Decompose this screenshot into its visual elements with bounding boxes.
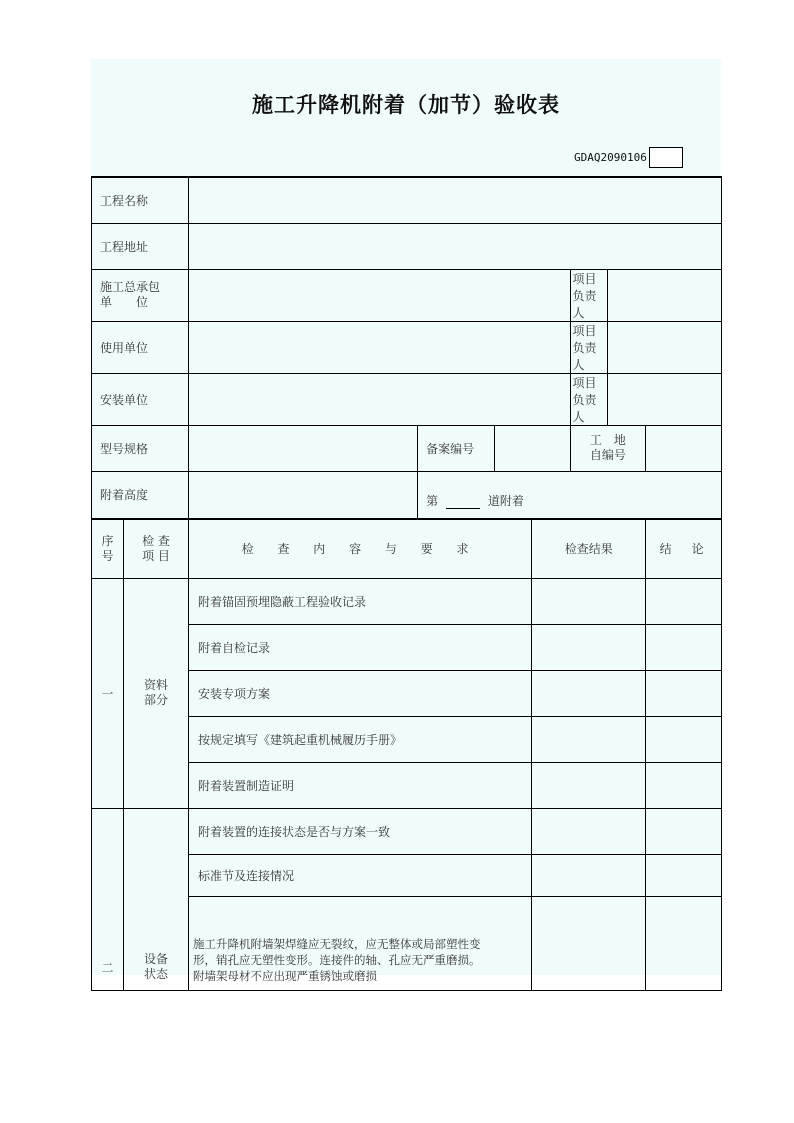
field-project-address[interactable] <box>189 223 722 269</box>
header-content: 检 查 内 容 与 要 求 <box>189 519 532 578</box>
attach-suffix: 道附着 <box>487 494 524 509</box>
attach-prefix: 第 <box>426 494 439 509</box>
check-item: 安装专项方案 <box>189 670 532 716</box>
field-record-no[interactable] <box>494 425 570 471</box>
label-project-address: 工程地址 <box>92 223 189 269</box>
check-item-line: 附墙架母材不应出现严重锈蚀或磨损 <box>193 968 377 983</box>
field-model-spec[interactable] <box>189 425 418 471</box>
check-item: 附着自检记录 <box>189 624 532 670</box>
field-attach-height[interactable] <box>189 471 418 519</box>
header-result: 检查结果 <box>532 519 646 578</box>
field-project-name[interactable] <box>189 177 722 223</box>
check-result-field[interactable] <box>532 716 646 762</box>
check-conclusion-field[interactable] <box>646 578 722 624</box>
attach-count-field[interactable] <box>446 496 480 509</box>
section-1-name-line1: 资料 <box>143 678 168 692</box>
check-item: 附着装置制造证明 <box>189 762 532 808</box>
field-project-manager-1[interactable] <box>607 269 721 321</box>
check-item: 标准节及连接情况 <box>189 854 532 896</box>
label-project-manager-2: 项目负责人 <box>570 321 607 373</box>
check-conclusion-field[interactable] <box>646 808 722 854</box>
field-project-manager-3[interactable] <box>607 373 721 425</box>
header-seq <box>92 519 124 578</box>
check-item-multiline <box>189 896 532 990</box>
label-user-unit: 使用单位 <box>92 321 189 373</box>
field-site-no[interactable] <box>646 425 722 471</box>
check-item-line: 形，销孔应无塑性变形。连接件的轴、孔应无严重磨损。 <box>193 952 481 967</box>
check-result-field[interactable] <box>532 578 646 624</box>
section-1-name-line2: 部分 <box>143 693 168 707</box>
check-result-field[interactable] <box>532 896 646 990</box>
section-2-number: 二 <box>92 808 124 990</box>
header-seq-line2: 号 <box>101 548 114 563</box>
check-result-field[interactable] <box>532 670 646 716</box>
header-item <box>123 519 188 578</box>
check-result-field[interactable] <box>532 854 646 896</box>
field-general-contractor[interactable] <box>189 269 571 321</box>
label-general-contractor-line1: 施工总承包 <box>100 280 161 294</box>
label-install-unit: 安装单位 <box>92 373 189 425</box>
section-2-name-line2: 状态 <box>143 966 168 981</box>
check-item: 附着装置的连接状态是否与方案一致 <box>189 808 532 854</box>
check-item: 附着锚固预埋隐蔽工程验收记录 <box>189 578 532 624</box>
label-project-manager-1: 项目负责人 <box>570 269 607 321</box>
label-general-contractor <box>92 269 189 321</box>
field-project-manager-2[interactable] <box>607 321 721 373</box>
check-result-field[interactable] <box>532 808 646 854</box>
header-item-line1: 检 查 <box>142 533 170 548</box>
form-code-suffix-field[interactable] <box>649 147 683 168</box>
label-attach-height: 附着高度 <box>92 471 189 519</box>
field-install-unit[interactable] <box>189 373 571 425</box>
label-record-no: 备案编号 <box>418 425 495 471</box>
form-title: 施工升降机附着（加节）验收表 <box>252 93 560 117</box>
check-item: 按规定填写《建筑起重机械履历手册》 <box>189 716 532 762</box>
header-seq-line1: 序 <box>101 533 114 548</box>
check-conclusion-field[interactable] <box>646 854 722 896</box>
check-conclusion-field[interactable] <box>646 624 722 670</box>
check-item-line: 施工升降机附墙架焊缝应无裂纹，应无整体或局部塑性变 <box>193 936 481 951</box>
form-sheet <box>91 59 721 983</box>
attach-count-cell <box>418 471 722 519</box>
label-project-manager-3: 项目负责人 <box>570 373 607 425</box>
label-site-no-line2: 自编号 <box>589 448 626 462</box>
header-item-line2: 项 目 <box>142 548 170 563</box>
field-user-unit[interactable] <box>189 321 571 373</box>
form-code: GDAQ2090106 <box>574 151 647 164</box>
label-site-no <box>570 425 646 471</box>
section-2-name <box>123 808 188 990</box>
check-result-field[interactable] <box>532 624 646 670</box>
section-1-name <box>123 578 188 808</box>
check-conclusion-field[interactable] <box>646 896 722 990</box>
label-general-contractor-line2: 单 位 <box>100 295 149 309</box>
header-conclusion: 结 论 <box>646 519 722 578</box>
check-conclusion-field[interactable] <box>646 670 722 716</box>
check-result-field[interactable] <box>532 762 646 808</box>
section-2-name-line1: 设备 <box>143 951 168 966</box>
label-site-no-line1: 工 地 <box>589 433 626 447</box>
label-model-spec: 型号规格 <box>92 425 189 471</box>
check-conclusion-field[interactable] <box>646 762 722 808</box>
check-conclusion-field[interactable] <box>646 716 722 762</box>
acceptance-table <box>91 176 722 991</box>
label-project-name: 工程名称 <box>92 177 189 223</box>
section-1-number: 一 <box>92 578 124 808</box>
